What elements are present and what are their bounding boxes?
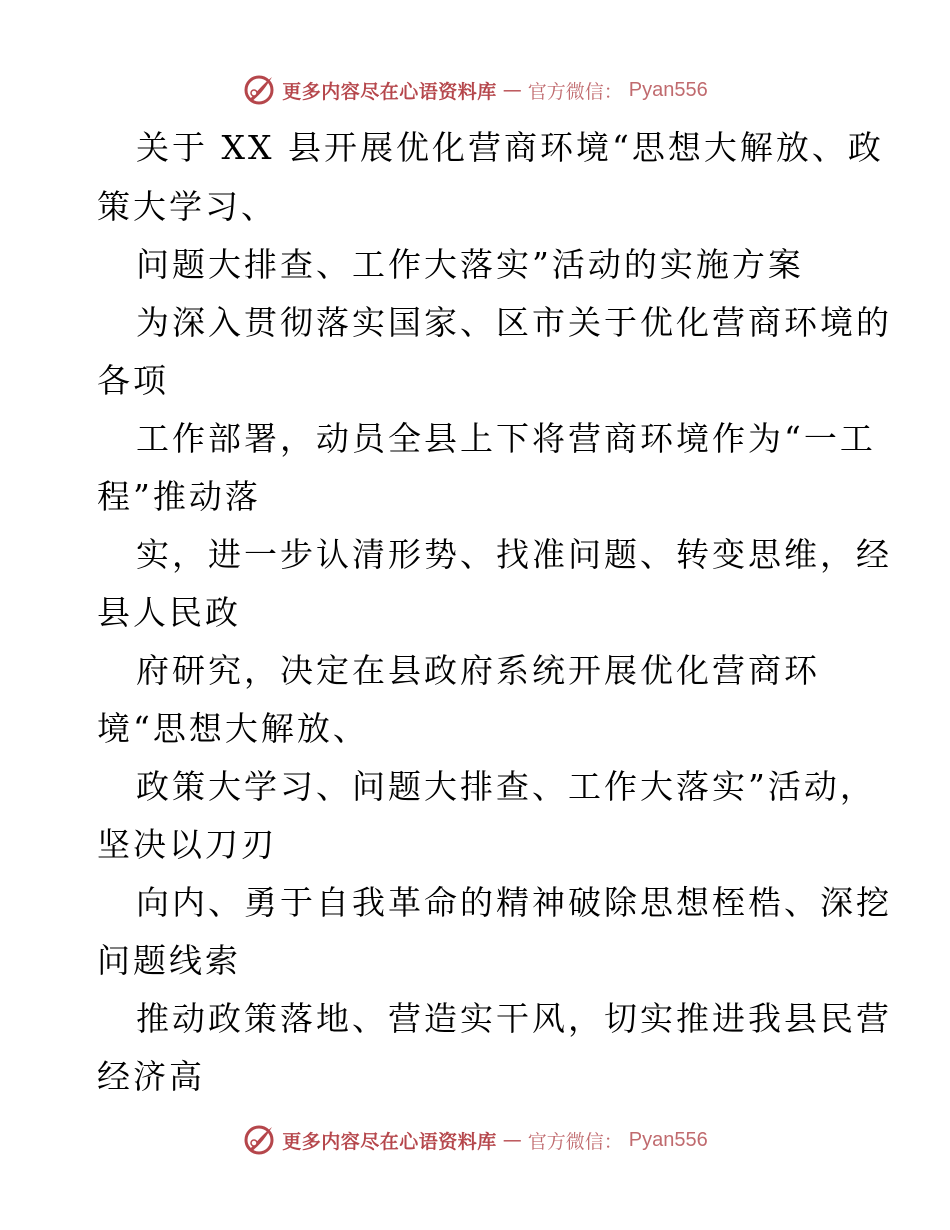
watermark-dash: — (502, 79, 522, 101)
doc-line-17: 经济高 (97, 1057, 205, 1096)
doc-line-11: 境“思想大解放、 (97, 709, 369, 748)
watermark-main-text: 更多内容尽在心语资料库 (282, 1130, 497, 1153)
doc-line-15: 问题线索 (97, 941, 241, 980)
doc-line-8: 实，进一步认清形势、找准问题、转变思维，经 (136, 535, 892, 574)
footer-watermark (0, 1120, 950, 1160)
doc-line-title-2: 策大学习、 (97, 187, 277, 226)
doc-line-12: 政策大学习、问题大排查、工作大落实”活动， (136, 767, 876, 806)
doc-line-6: 工作部署，动员全县上下将营商环境作为“一工 (136, 419, 876, 458)
watermark-dash: — (502, 1129, 522, 1151)
doc-line-title-1: 关于 XX 县开展优化营商环境“思想大解放、政 (136, 128, 884, 167)
doc-line-title-3: 问题大排查、工作大落实”活动的实施方案 (136, 245, 804, 284)
watermark-wechat-id: Pyan556 (628, 1128, 708, 1151)
watermark-official-label: 官方微信： (527, 80, 623, 103)
doc-line-14: 向内、勇于自我革命的精神破除思想桎梏、深挖 (136, 883, 892, 922)
doc-line-13: 坚决以刀刃 (97, 825, 277, 864)
doc-line-16: 推动政策落地、营造实干风，切实推进我县民营 (136, 999, 892, 1038)
doc-line-9: 县人民政 (97, 593, 241, 632)
doc-line-7: 程”推动落 (97, 477, 261, 516)
doc-line-10: 府研究，决定在县政府系统开展优化营商环 (136, 651, 820, 690)
doc-line-5: 各项 (97, 361, 169, 400)
doc-line-4: 为深入贯彻落实国家、区市关于优化营商环境的 (136, 303, 892, 342)
red-quill-logo-icon (242, 1123, 276, 1157)
watermark-wechat-id: Pyan556 (628, 78, 708, 101)
watermark-main-text: 更多内容尽在心语资料库 (282, 80, 497, 103)
header-watermark (0, 70, 950, 110)
watermark-official-label: 官方微信： (527, 1130, 623, 1153)
red-quill-logo-icon (242, 73, 276, 107)
